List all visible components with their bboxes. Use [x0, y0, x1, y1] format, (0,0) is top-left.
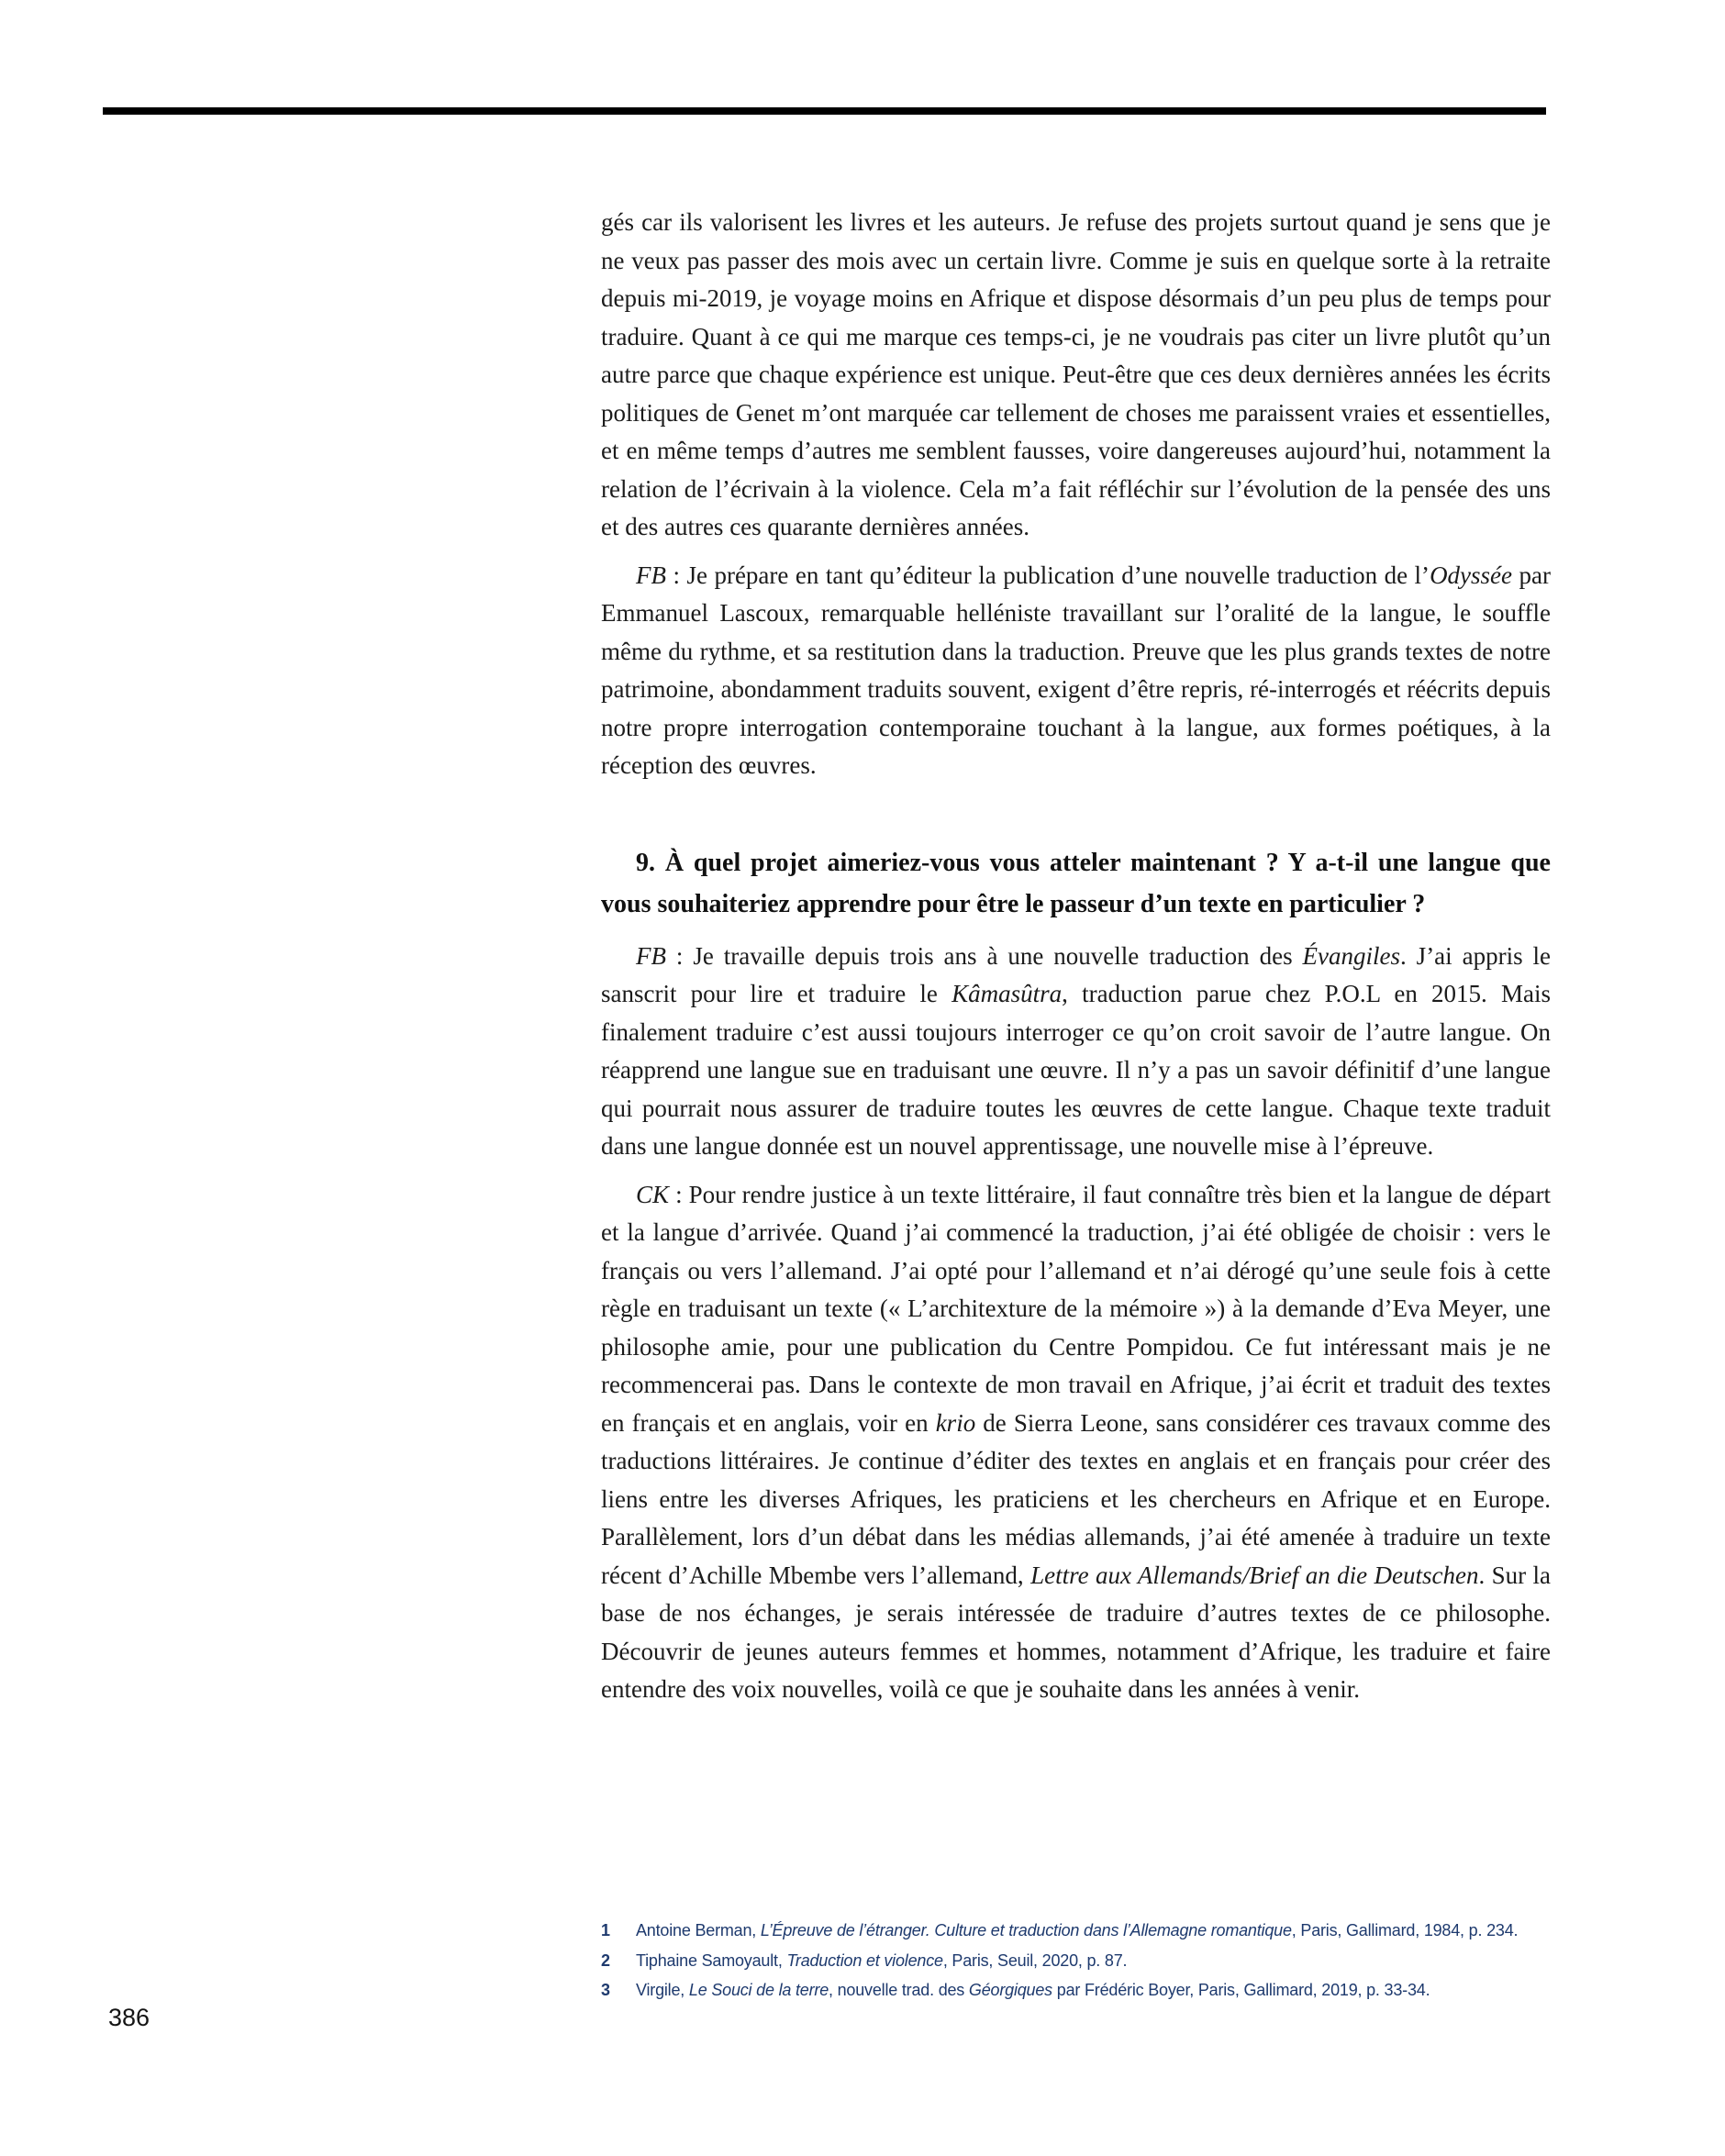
page-number: 386: [108, 2004, 150, 2031]
footnote: [601, 1916, 1629, 1946]
paragraph-fb-evangiles: FB : Je travaille depuis trois ans à une nouvelle traduction des Évangiles. J’ai appris le sanscrit pour lire et traduire le Kâmasûtra, traduction parue chez P.O.L en 2015. Mais finalement traduire c’est aussi toujours interroger ce qu’on croit savoir de l’autre langue. On réapprend une langue sue en traduisant une œuvre. Il n’y a pas un savoir définitif d’une langue qui pourrait nous assurer de traduire toutes les œuvres de cette langue. Chaque texte traduit dans une langue donnée est un nouvel apprentissage, une nouvelle mise à l’épreuve.: [601, 941, 1552, 1160]
paragraph-continuation: gés car ils valorisent les livres et les auteurs. Je refuse des projets surtout quand je sens que je ne veux pas passer des mois avec un certain livre. Comme je suis en quelque sorte à la retraite depuis mi-2019, je voyage moins en Afrique et dispose désormais d’un peu plus de temps pour traduire. Quant à ce qui me marque ces temps-ci, je ne voudrais pas citer un livre plutôt qu’un autre parce que chaque expérience est unique. Peut-être que ces deux dernières années les écrits politiques de Genet m’ont marquée car tellement de choses me paraissent vraies et essentielles, et en même temps d’autres me semblent fausses, voire dangereuses aujourd’hui, notamment la relation de l’écrivain à la violence. Cela m’a fait réfléchir sur l’évolution de la pensée des uns et des autres ces quarante dernières années.: [601, 208, 1551, 540]
footnote-number: 2: [601, 1950, 610, 1970]
footnote-text: Antoine Berman, L’Épreuve de l’étranger. Culture et traduction dans l’Allemagne romantique, Paris, Gallimard, 1984, p. 234.: [636, 1921, 1519, 1939]
footnote: [601, 1946, 1629, 1976]
paragraph-fb-odyssee: FB : Je prépare en tant qu’éditeur la publication d’une nouvelle traduction de l’Odyssée par Emmanuel Lascoux, remarquable helléniste travaillant sur l’oralité de la langue, le souffle même du rythme, et sa restitution dans la traduction. Preuve que les plus grands textes de notre patrimoine, abondamment traduits souvent, exigent d’être repris, ré-interrogés et réécrits depuis notre propre interrogation contemporaine touchant à la langue, aux formes poétiques, à la réception des œuvres.: [601, 561, 1551, 779]
footnote-number: 3: [601, 1981, 610, 1999]
footnote-text: Tiphaine Samoyault, Traduction et violence, Paris, Seuil, 2020, p. 87.: [636, 1950, 1128, 1970]
footnote-number: 1: [601, 1921, 610, 1939]
section-heading-question-9: 9. À quel projet aimeriez-vous vous atteler maintenant ? Y a-t-il une langue que vous souhaiteriez apprendre pour être le passeur d’un texte en particulier ?: [601, 848, 1551, 918]
header-rule: [103, 107, 1546, 115]
footnotes: [601, 1916, 1629, 2006]
footnote: [601, 1975, 1629, 2006]
footnote-text: Virgile, Le Souci de la terre, nouvelle trad. des Géorgiques par Frédéric Boyer, Paris, Gallimard, 2019, p. 33-34.: [636, 1981, 1430, 1999]
paragraph-ck-traduction: CK : Pour rendre justice à un texte littéraire, il faut connaître très bien et la langue de départ et la langue d’arrivée. Quand j’ai commencé la traduction, j’ai été obligée de choisir : vers le français ou vers l’allemand. J’ai opté pour l’allemand et n’ai dérogé qu’une seule fois à cette règle en traduisant un texte (« L’architexture de la mémoire ») à la demande d’Eva Meyer, une philosophe amie, pour une publication du Centre Pompidou. Ce fut intéressant mais je ne recommencerai pas. Dans le contexte de mon travail en Afrique, j’ai écrit et traduit des textes en français et en anglais, voir en krio de Sierra Leone, sans considérer ces travaux comme des traductions littéraires. Je continue d’éditer des textes en anglais et en français pour créer des liens entre les diverses Afriques, les praticiens et les chercheurs en Afrique et en Europe. Parallèlement, lors d’un débat dans les médias allemands, j’ai été amenée à traduire un texte récent d’Achille Mbembe vers l’allemand, Lettre aux Allemands/Brief an die Deutschen. Sur la base de nos échanges, je serais intéressée de traduire d’autres textes de ce philosophe. Découvrir de jeunes auteurs femmes et hommes, notamment d’Afrique, les traduire et faire entendre des voix nouvelles, voilà ce que je souhaite dans les années à venir.: [601, 1180, 1552, 1703]
article-body: [601, 204, 1551, 1709]
